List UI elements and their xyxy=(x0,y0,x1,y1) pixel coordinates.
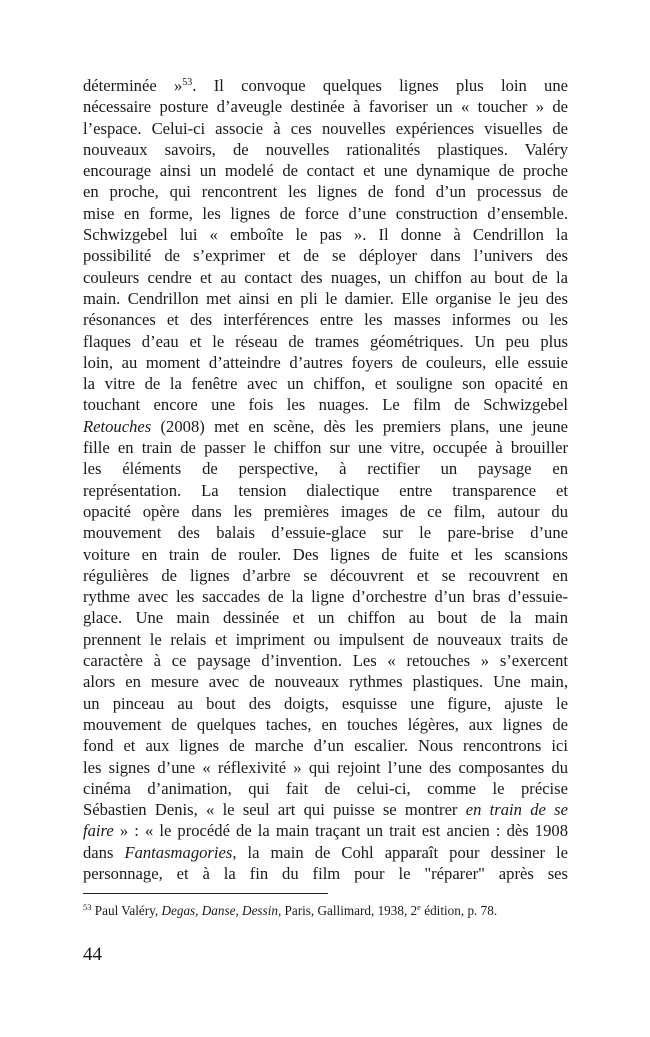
text-run: prennent le relais et impriment ou impulsent de nouveaux traits de xyxy=(83,629,568,649)
text-run: dans xyxy=(83,842,125,862)
text-line xyxy=(83,352,568,373)
text-line xyxy=(83,778,568,799)
text-line xyxy=(83,501,568,522)
italic-text: Retouches xyxy=(83,416,152,436)
body-text xyxy=(83,75,568,884)
text-run: opacité opère dans les premières images de ce film, autour du xyxy=(83,501,568,521)
text-run: . Il convoque quelques lignes plus loin une xyxy=(192,76,568,95)
text-line xyxy=(83,139,568,160)
text-run: encourage ainsi un modelé de contact et une dynamique de proche xyxy=(83,161,568,181)
text-line xyxy=(83,160,568,181)
text-line xyxy=(83,288,568,309)
text-run: Paul Valéry, xyxy=(91,903,162,918)
text-run: voiture en train de rouler. Des lignes de fuite et les scansions xyxy=(83,544,568,564)
superscript: 53 xyxy=(182,77,193,88)
text-line xyxy=(83,245,568,266)
italic-text: en train de se xyxy=(465,800,568,820)
text-run: représentation. La tension dialectique entre transparence et xyxy=(83,480,568,500)
text-run: possibilité de s’exprimer et de se déployer dans l’univers des xyxy=(83,246,568,266)
text-line xyxy=(83,267,568,288)
text-line xyxy=(83,373,568,394)
text-line xyxy=(83,480,568,501)
text-line xyxy=(83,565,568,586)
text-run: la vitre de la fenêtre avec un chiffon, et souligne son opacité en xyxy=(83,374,568,394)
page-number: 44 xyxy=(83,944,102,965)
text-line xyxy=(83,96,568,117)
text-run: nouveaux savoirs, de nouvelles rationalités plastiques. Valéry xyxy=(83,139,568,159)
text-run: couleurs cendre et au contact des nuages, un chiffon au bout de la xyxy=(83,267,568,287)
text-line xyxy=(83,416,568,437)
text-line xyxy=(83,203,568,224)
text-line xyxy=(83,458,568,479)
text-line xyxy=(83,181,568,202)
text-line xyxy=(83,586,568,607)
text-run: mouvement des balais d’essuie-glace sur le pare-brise d’une xyxy=(83,523,568,543)
text-line xyxy=(83,544,568,565)
text-run: mouvement de quelques taches, en touches légères, aux lignes de xyxy=(83,714,568,734)
text-line xyxy=(83,693,568,714)
text-line xyxy=(83,75,568,96)
text-run: cinéma d’animation, qui fait de celui-ci, comme le précise xyxy=(83,778,568,798)
italic-text: faire xyxy=(83,821,114,841)
text-run: les signes d’une « réflexivité » qui rejoint l’une des composantes du xyxy=(83,757,568,777)
footnote-marker: 53 xyxy=(83,902,92,912)
text-line xyxy=(83,331,568,352)
text-run: l’espace. Celui-ci associe à ces nouvelles expériences visuelles de xyxy=(83,118,568,138)
text-run: » : « le procédé de la main traçant un trait est ancien : dès 1908 xyxy=(113,821,568,841)
text-run: personnage, et à la fin du film pour le "réparer" après ses xyxy=(83,863,568,883)
text-line xyxy=(83,522,568,543)
text-run: glace. Une main dessinée et un chiffon au bout de la main xyxy=(83,608,568,628)
footnote-divider xyxy=(83,893,328,894)
text-line xyxy=(83,118,568,139)
text-run: résonances et des interférences entre les masses informes ou les xyxy=(83,310,568,330)
text-run: touchant encore une fois les nuages. Le film de Schwizgebel xyxy=(83,395,568,415)
text-line xyxy=(83,735,568,756)
italic-text: Degas, Danse, Dessin xyxy=(161,903,278,918)
text-line xyxy=(83,820,568,841)
text-line xyxy=(83,799,568,820)
text-line xyxy=(83,309,568,330)
text-run: main. Cendrillon met ainsi en pli le damier. Elle organise le jeu des xyxy=(83,288,568,308)
text-run: déterminée » xyxy=(83,76,183,95)
text-run: (2008) met en scène, dès les premiers plans, une jeune xyxy=(151,416,568,436)
text-run: un pinceau au bout des doigts, esquisse une figure, ajuste le xyxy=(83,693,568,713)
text-line xyxy=(83,714,568,735)
text-run: , la main de Cohl apparaît pour dessiner le xyxy=(232,842,568,862)
text-run: fond et aux lignes de marche d’un escalier. Nous rencontrons ici xyxy=(83,736,568,756)
superscript: e xyxy=(417,902,421,912)
text-run: loin, au moment d’atteindre d’autres foyers de couleurs, elle essuie xyxy=(83,352,568,372)
text-line xyxy=(83,437,568,458)
text-run: régulières de lignes d’arbre se découvrent et se recouvrent en xyxy=(83,565,568,585)
text-line xyxy=(83,757,568,778)
text-run: Sébastien Denis, « le seul art qui puisse se montrer xyxy=(83,800,466,820)
text-line xyxy=(83,842,568,863)
text-run: fille en train de passer le chiffon sur une vitre, occupée à brouiller xyxy=(83,438,568,458)
text-run: flaques d’eau et le réseau de trames géométriques. Un peu plus xyxy=(83,331,568,351)
text-line xyxy=(83,671,568,692)
footnote xyxy=(83,902,568,919)
italic-text: Fantasmagories xyxy=(124,842,233,862)
text-line xyxy=(83,629,568,650)
text-line xyxy=(83,607,568,628)
text-run: mise en forme, les lignes de force d’une construction d’ensemble. xyxy=(83,203,568,223)
text-run: alors en mesure avec de nouveaux rythmes plastiques. Une main, xyxy=(83,672,568,692)
text-line xyxy=(83,863,568,884)
text-run: rythme avec les saccades de la ligne d’orchestre d’un bras d’essuie- xyxy=(83,587,568,607)
text-line xyxy=(83,394,568,415)
text-run: caractère à ce paysage d’invention. Les « retouches » s’exercent xyxy=(83,651,568,671)
text-run: Schwizgebel lui « emboîte le pas ». Il donne à Cendrillon la xyxy=(83,225,568,245)
text-run: nécessaire posture d’aveugle destinée à favoriser un « toucher » de xyxy=(83,97,568,117)
text-run: les éléments de perspective, à rectifier un paysage en xyxy=(83,459,568,479)
text-line xyxy=(83,650,568,671)
text-run: , Paris, Gallimard, 1938, 2 xyxy=(277,903,418,918)
text-run: en proche, qui rencontrent les lignes de fond d’un processus de xyxy=(83,182,568,202)
text-run: édition, p. 78. xyxy=(420,903,498,918)
text-line xyxy=(83,224,568,245)
